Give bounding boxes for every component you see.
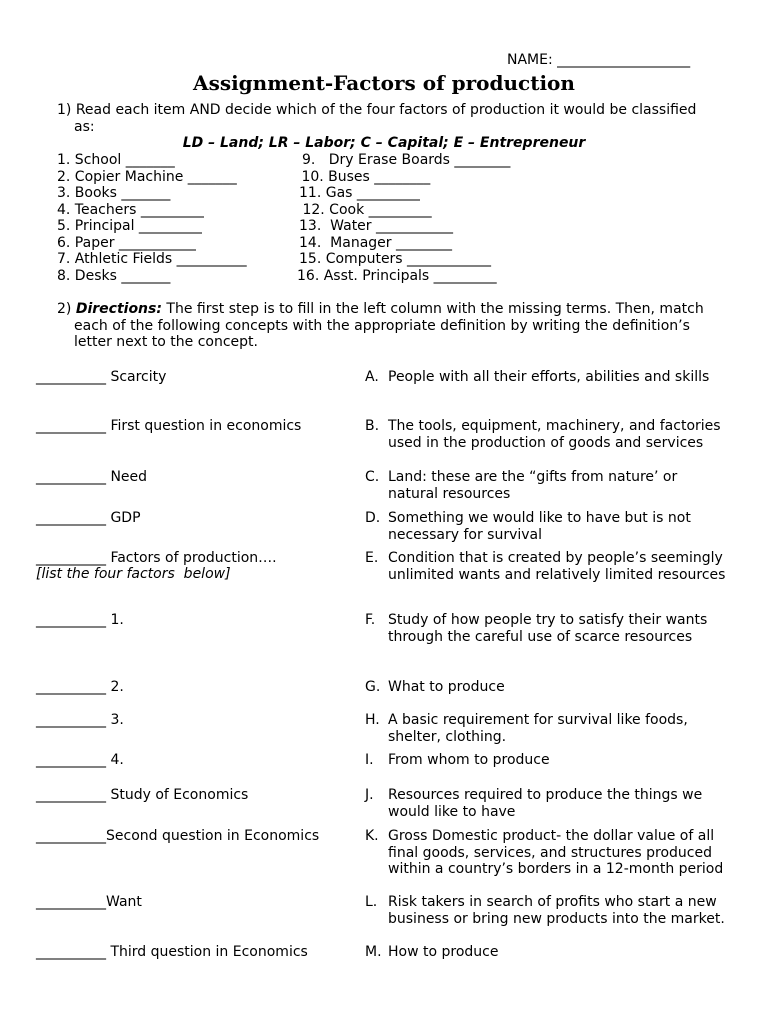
- factor-item[interactable]: 5. Principal _________: [57, 218, 202, 234]
- concept-row: [36, 712, 124, 728]
- definition-text: Something we would like to have but is not necessary for survival: [388, 510, 691, 543]
- concept-row: [36, 418, 301, 434]
- concept-label: Study of Economics: [106, 787, 249, 803]
- factor-item[interactable]: 2. Copier Machine _______: [57, 169, 237, 185]
- answer-blank[interactable]: __________: [36, 679, 106, 695]
- concept-label: 4.: [106, 752, 124, 768]
- factor-item[interactable]: 15. Computers ____________: [299, 251, 492, 267]
- directions-label: Directions:: [75, 301, 162, 317]
- factor-item[interactable]: 3. Books _______: [57, 185, 171, 201]
- concept-row: [36, 369, 166, 385]
- definition-letter: J.: [365, 787, 374, 803]
- definition-letter: F.: [365, 612, 376, 628]
- factor-item[interactable]: 4. Teachers _________: [57, 202, 204, 218]
- factor-item[interactable]: 13. Water ___________: [299, 218, 453, 234]
- concept-label: 3.: [106, 712, 124, 728]
- directions-line: letter next to the concept.: [74, 334, 258, 350]
- answer-blank[interactable]: __________: [36, 712, 106, 728]
- definition-text: From whom to produce: [388, 752, 550, 768]
- definition-text: Land: these are the “gifts from nature’ or natural resources: [388, 469, 678, 502]
- directions-line: each of the following concepts with the appropriate definition by writing the definition’s: [74, 318, 690, 334]
- concept-row: [36, 752, 124, 768]
- definition-letter: M.: [365, 944, 382, 960]
- question-1-instructions-cont: as:: [74, 119, 95, 135]
- concept-label: GDP: [106, 510, 141, 526]
- concept-label: 1.: [106, 612, 124, 628]
- definition-letter: A.: [365, 369, 379, 385]
- definition-letter: H.: [365, 712, 380, 728]
- definition-letter: G.: [365, 679, 381, 695]
- concept-label: First question in economics: [106, 418, 302, 434]
- answer-blank[interactable]: __________: [36, 469, 106, 485]
- definition-letter: E.: [365, 550, 379, 566]
- factor-item[interactable]: 6. Paper ___________: [57, 235, 196, 251]
- definition-text: Resources required to produce the things we would like to have: [388, 787, 703, 820]
- definition-text: How to produce: [388, 944, 499, 960]
- concept-row: [36, 550, 277, 566]
- factor-item[interactable]: 9. Dry Erase Boards ________: [302, 152, 511, 168]
- concept-row: [36, 787, 248, 803]
- answer-blank[interactable]: __________: [36, 418, 106, 434]
- factor-item[interactable]: 8. Desks _______: [57, 268, 171, 284]
- concept-label: Want: [106, 894, 142, 910]
- factor-item[interactable]: 1. School _______: [57, 152, 175, 168]
- definition-letter: B.: [365, 418, 380, 434]
- answer-blank[interactable]: __________: [36, 510, 106, 526]
- definition-text: Risk takers in search of profits who start a new business or bring new products into the market.: [388, 894, 725, 927]
- concept-row: [36, 894, 142, 910]
- question-2-label: 2): [57, 301, 72, 317]
- concept-label: Scarcity: [106, 369, 167, 385]
- concept-row: [36, 469, 147, 485]
- definition-letter: D.: [365, 510, 381, 526]
- factor-item[interactable]: 7. Athletic Fields __________: [57, 251, 247, 267]
- page-title: Assignment-Factors of production: [193, 71, 575, 95]
- factor-legend: LD – Land; LR – Labor; C – Capital; E – Entrepreneur: [182, 135, 586, 151]
- directions-line: The first step is to fill in the left column with the missing terms. Then, match: [161, 301, 704, 317]
- factor-item[interactable]: 10. Buses ________: [297, 169, 431, 185]
- answer-blank[interactable]: __________: [36, 787, 106, 803]
- concept-row: [36, 944, 308, 960]
- concept-label: Second question in Economics: [106, 828, 320, 844]
- answer-blank[interactable]: __________: [36, 752, 106, 768]
- factor-item[interactable]: 12. Cook _________: [298, 202, 432, 218]
- factor-item[interactable]: 16. Asst. Principals _________: [297, 268, 497, 284]
- directions-text: [57, 301, 704, 317]
- answer-blank[interactable]: __________: [36, 828, 106, 844]
- answer-blank[interactable]: __________: [36, 369, 106, 385]
- answer-blank[interactable]: __________: [36, 944, 106, 960]
- factor-item[interactable]: 11. Gas _________: [299, 185, 420, 201]
- concept-label: 2.: [106, 679, 124, 695]
- answer-blank[interactable]: __________: [36, 550, 106, 566]
- concept-row: [36, 510, 141, 526]
- concept-label: Factors of production….: [106, 550, 277, 566]
- concept-row: [36, 828, 319, 844]
- definition-text: The tools, equipment, machinery, and factories used in the production of goods and services: [388, 418, 721, 451]
- question-1-instructions: 1) Read each item AND decide which of the four factors of production it would be classified: [57, 102, 697, 118]
- name-field[interactable]: NAME: ___________________: [507, 52, 691, 68]
- definition-text: A basic requirement for survival like foods, shelter, clothing.: [388, 712, 688, 745]
- definition-text: Study of how people try to satisfy their wants through the careful use of scarce resources: [388, 612, 708, 645]
- definition-text: Gross Domestic product- the dollar value of all final goods, services, and structures produced within a country’s borders in a 12-month period: [388, 828, 724, 877]
- answer-blank[interactable]: __________: [36, 894, 106, 910]
- definition-letter: I.: [365, 752, 374, 768]
- definition-text: What to produce: [388, 679, 505, 695]
- factor-item[interactable]: 14. Manager ________: [299, 235, 452, 251]
- concept-row: [36, 612, 124, 628]
- factors-note: [list the four factors below]: [36, 566, 231, 582]
- answer-blank[interactable]: __________: [36, 612, 106, 628]
- definition-letter: K.: [365, 828, 379, 844]
- definition-text: Condition that is created by people’s seemingly unlimited wants and relatively limited resources: [388, 550, 726, 583]
- concept-row: [36, 679, 124, 695]
- definition-letter: L.: [365, 894, 378, 910]
- concept-label: Need: [106, 469, 148, 485]
- definition-letter: C.: [365, 469, 380, 485]
- concept-label: Third question in Economics: [106, 944, 308, 960]
- definition-text: People with all their efforts, abilities and skills: [388, 369, 710, 385]
